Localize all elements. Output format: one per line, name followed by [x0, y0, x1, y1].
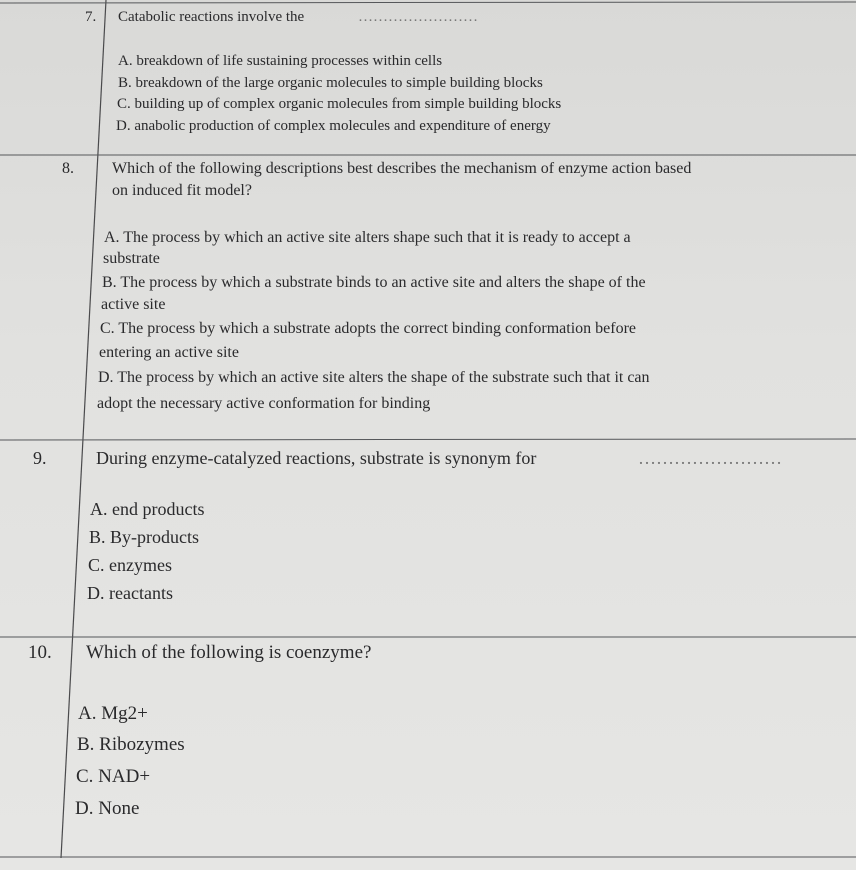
question-text: Catabolic reactions involve the	[118, 9, 305, 25]
option-d: D. reactants	[87, 583, 173, 603]
option-b: B. The process by which a substrate binds to an active site and alters the shape of the	[102, 274, 646, 291]
option-b: B. breakdown of the large organic molecules to simple building blocks	[118, 75, 543, 91]
option-d: D. None	[75, 798, 140, 819]
column-divider	[61, 0, 106, 858]
question-number: 10.	[28, 642, 52, 663]
row-divider	[0, 2, 856, 3]
option-b: B. Ribozymes	[77, 734, 185, 755]
question-text: During enzyme-catalyzed reactions, substrate is synonym for	[96, 448, 537, 468]
option-a: A. breakdown of life sustaining processes within cells	[118, 53, 443, 69]
question-text: Which of the following is coenzyme?	[86, 642, 372, 663]
option-d: D. The process by which an active site alters the shape of the substrate such that it can	[98, 369, 650, 386]
option-c: C. enzymes	[88, 555, 172, 575]
option-d: D. anabolic production of complex molecules and expenditure of energy	[116, 118, 551, 134]
question-number: 7.	[85, 9, 97, 25]
option-b: B. By-products	[89, 527, 199, 547]
option-a: A. end products	[90, 499, 205, 519]
answer-blank: ……………………	[638, 448, 782, 468]
option-a: A. Mg2+	[78, 703, 148, 724]
option-a-cont: substrate	[103, 250, 160, 267]
option-b-cont: active site	[101, 296, 166, 313]
option-c-cont: entering an active site	[99, 344, 239, 361]
row-divider	[0, 439, 856, 440]
question-number: 8.	[62, 160, 74, 177]
question-number: 9.	[33, 448, 47, 468]
answer-blank: ……………………	[358, 9, 478, 25]
option-a: A. The process by which an active site alters shape such that it is ready to accept a	[104, 229, 631, 246]
question-text: Which of the following descriptions best describes the mechanism of enzyme action based	[112, 160, 692, 177]
option-c: C. The process by which a substrate adopts the correct binding conformation before	[100, 320, 636, 337]
option-c: C. building up of complex organic molecules from simple building blocks	[117, 96, 562, 112]
option-c: C. NAD+	[76, 766, 151, 787]
option-d-cont: adopt the necessary active conformation for binding	[97, 395, 431, 412]
question-text: on induced fit model?	[112, 182, 252, 199]
